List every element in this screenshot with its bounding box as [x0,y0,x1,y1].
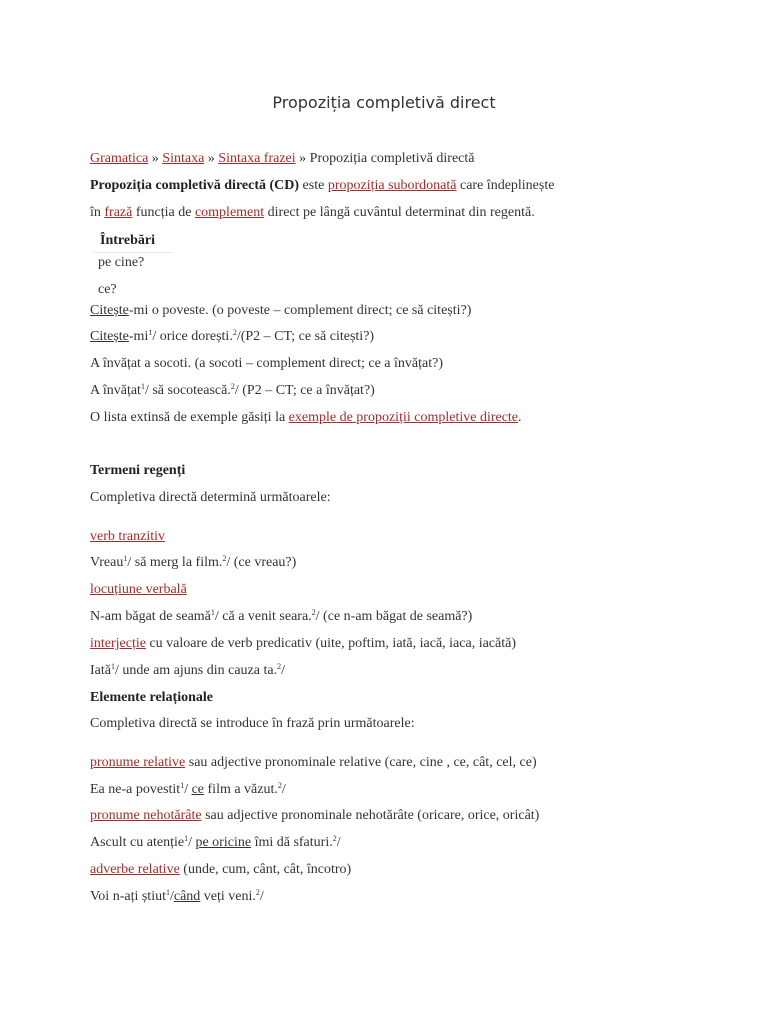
regent-item: interjecție cu valoare de verb predicativ (uite, poftim, iată, iacă, iaca, iacătă) [90,636,516,651]
relational-item: pronume nehotărâte sau adjective pronominale nehotărâte (oricare, orice, oricât) [90,808,540,823]
link-propozitia-subordonata[interactable]: propoziția subordonată [327,178,457,193]
example-line: Ea ne-a povestit$^1$/ ce film a văzut.$^2$/ [90,781,286,797]
example-line: Citește-$mi^1/$ orice dorești.$^2$/(P2 – CT; ce să citești?) [90,328,375,344]
breadcrumb [90,150,474,168]
example-line: N-am băgat de seamă$^1$/ că a venit seara.$^2$/ (ce n-am băgat de seamă?) [90,608,473,624]
link-fraza[interactable]: frază [104,205,133,220]
example-line: Vreau$^1$/ să merg la film.$^2$/ (ce vreau?) [90,554,297,570]
question-item: pe cine? [98,255,145,270]
breadcrumb-separator: » [151,151,159,166]
example-line: A învățat$^1$/ să socotească.$^2$/ (P2 – CT; ce a învățat?) [90,382,375,398]
relational-item: pronume relative sau adjective pronominale relative (care, cine , ce, cât, cel, ce) [90,755,537,770]
breadcrumb-link-gramatica[interactable]: Gramatica [90,151,149,166]
breadcrumb-separator: » [299,151,307,166]
link-interjectie[interactable]: interjecție [90,636,146,651]
regent-item [90,581,187,599]
example-line: Citește-mi o poveste. (o poveste – complement direct; ce să citești?) [90,303,472,318]
section-heading-regents: Termeni regenți [90,463,186,478]
regents-intro: Completiva directă determină următoarele: [90,490,331,505]
link-pronume-relative[interactable]: pronume relative [90,755,186,770]
section-heading-relational: Elemente relaționale [90,690,213,705]
link-locutiune-verbala[interactable]: locuțiune verbală [90,582,187,597]
definition-line-2: în frază funcția de complement direct pe lângă cuvântul determinat din regentă. [90,205,535,220]
table-divider [94,252,172,253]
example-line: Iată$^1$/ unde am ajuns din cauza ta.$^2$/ [90,662,285,678]
examples-reference: O lista extinsă de exemple găsiți la exemple de propoziții completive directe. [90,410,522,425]
example-line: Ascult cu atenție$^1$/ pe oricine îmi dă sfaturi.$^2$/ [90,834,341,850]
link-exemple-completive-directe[interactable]: exemple de propoziții completive directe [288,410,519,425]
breadcrumb-link-sintaxa-frazei[interactable]: Sintaxa frazei [218,151,296,166]
link-adverbe-relative[interactable]: adverbe relative [90,862,180,877]
link-complement[interactable]: complement [194,205,265,220]
regent-item [90,528,165,546]
definition-line-1: Propoziția completivă directă (CD) este propoziția subordonată care îndeplinește [90,178,555,193]
example-line: Voi n-ați știut$^1$/când veți veni.$^2$/ [90,888,264,904]
breadcrumb-current: Propoziția completivă directă [309,151,475,166]
breadcrumb-link-sintaxa[interactable]: Sintaxa [162,151,205,166]
questions-header: Întrebări [100,233,155,248]
breadcrumb-separator: » [207,151,215,166]
relational-intro: Completiva directă se introduce în frază prin următoarele: [90,716,415,731]
relational-item: adverbe relative (unde, cum, cânt, cât, încotro) [90,862,352,877]
link-verb-tranzitiv[interactable]: verb tranzitiv [90,529,166,544]
example-line: A învățat a socoti. (a socoti – complement direct; ce a învățat?) [90,356,443,371]
definition-term: Propoziția completivă directă (CD) [90,178,300,193]
page-title: Propoziția completivă direct [272,93,496,112]
question-item: ce? [98,282,117,297]
link-pronume-nehotarate[interactable]: pronume nehotărâte [90,808,202,823]
